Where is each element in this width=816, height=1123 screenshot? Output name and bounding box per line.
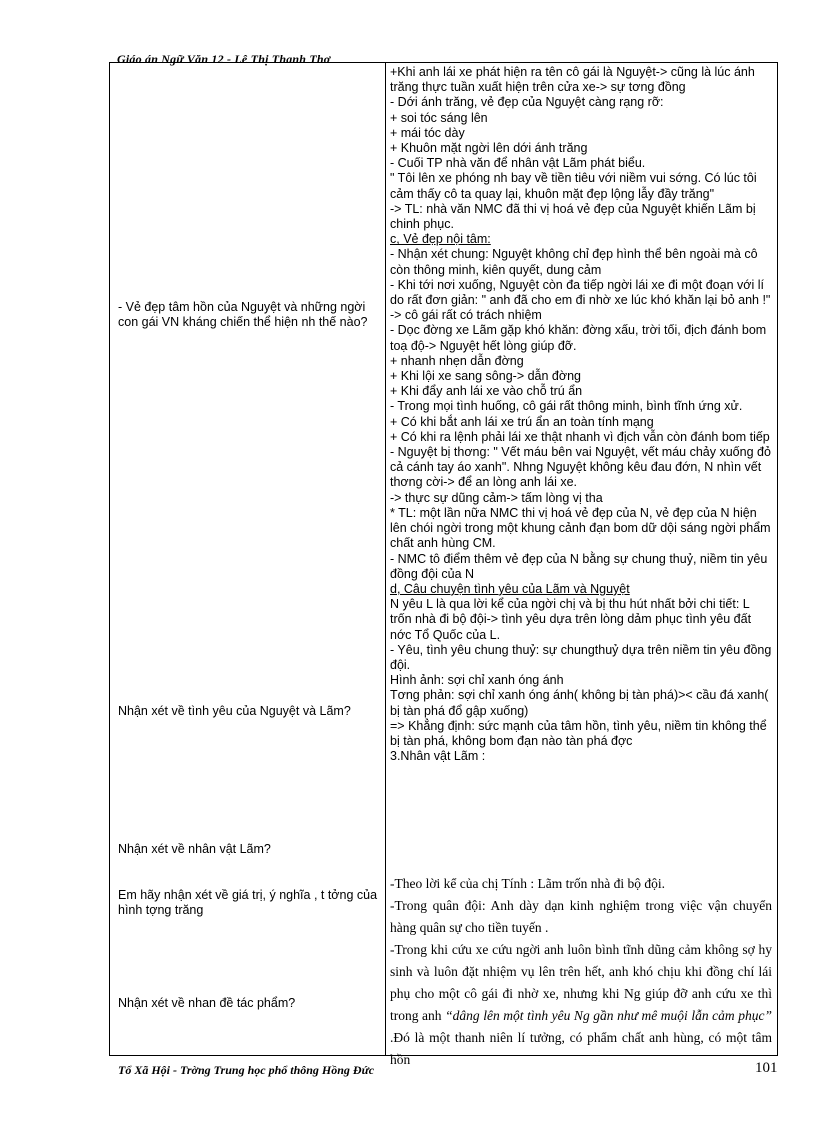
lesson-table [109, 62, 778, 1067]
analysis-text: -Trong khi cứu xe cứu ngời anh luôn bình tĩnh dũng cảm không sợ hy sinh và luôn đặt nhiệm vụ lên trên hết, anh khó chịu khi đồng chí lái phụ cho một cô gái đi nhờ xe, nhưng khi Ng giúp đỡ anh cứu xe thì trong anh [390, 942, 772, 1023]
answer-line: => Khẳng định: sức mạnh của tâm hồn, tình yêu, niềm tin không thể bị tàn phá, không bom đạn nào tàn phá đợc [390, 718, 767, 748]
question-3: Nhận xét về nhân vật Lãm? [118, 842, 271, 856]
answer-line: + Có khi bắt anh lái xe trú ẩn an toàn tính mạng [390, 414, 654, 429]
answer-line: - Dọc đờng xe Lãm gặp khó khăn: đờng xấu, trời tối, địch đánh bom toạ độ-> Nguyệt hết lòng giúp đỡ. [390, 323, 767, 353]
answer-line: +Khi anh lái xe phát hiện ra tên cô gái là Nguyệt-> cũng là lúc ánh trăng thực tuần xuất hiện trên cửa xe-> sự tơng đồng [390, 65, 755, 95]
question-2: Nhận xét về tình yêu của Nguyệt và Lãm? [118, 704, 351, 718]
analysis-text: .Đó là một thanh niên lí tưởng, có phẩm chất anh hùng, có một tâm hồn [390, 1030, 772, 1067]
answer-line: " Tôi lên xe phóng nh bay về tiền tiêu với niềm vui sớng. Có lúc tôi cảm thấy cô ta quay lại, khuôn mặt đẹp lộng lẫy đầy trăng" [390, 171, 757, 201]
quote-text: “dâng lên một tình yêu Ng gần như mê muội lẫn cảm phục” [445, 1008, 772, 1023]
section-heading: c, Vẻ đẹp nội tâm: [390, 232, 491, 247]
answer-line: -> cô gái rất có trách nhiệm [390, 308, 542, 323]
answer-line: - NMC tô điểm thêm vẻ đẹp của N bằng sự chung thuỷ, niềm tin yêu đồng đội của N [390, 551, 768, 581]
answer-line: - Nguyệt bị thơng: " Vết máu bên vai Nguyệt, vết máu chảy xuống đỏ cả cánh tay áo xanh". Nhng Nguyệt không kêu đau đớn, N nhìn vết thơng cời-> để an lòng anh lái xe. [390, 445, 771, 490]
answer-line: * TL: một lần nữa NMC thi vị hoá vẻ đẹp của N, vẻ đẹp của N hiện lên chói ngời trong một khung cảnh đạn bom dữ dội sáng ngời phẩm chất anh hùng CM. [390, 505, 771, 551]
page-number: 101 [755, 1060, 778, 1076]
answer-line: - Dới ánh trăng, vẻ đẹp của Nguyệt càng rạng rỡ: [390, 95, 664, 110]
answer-line: + Khi đẩy anh lái xe vào chỗ trú ẩn [390, 384, 583, 399]
answer-line: - Nhận xét chung: Nguyệt không chỉ đẹp hình thể bên ngoài mà cô còn thông minh, kiên quyết, dung cảm [390, 247, 758, 277]
answer-column [390, 65, 774, 764]
section-heading: d, Câu chuyện tình yêu của Lãm và Nguyệt [390, 581, 630, 596]
answer-line: -> TL: nhà văn NMC đã thi vị hoá vẻ đẹp của Nguyệt khiến Lãm bị chinh phục. [390, 201, 756, 232]
answer-line: - Khi tới nơi xuống, Nguyệt còn đa tiếp ngời lái xe đi một đoạn với lí do rất đơn giản: " anh đã cho em đi nhờ xe lúc khó khăn lại bỏ anh !" [390, 277, 771, 308]
analysis-paragraph: -Trong quân đội: Anh dày dạn kinh nghiệm trong việc vận chuyển hàng quân sự cho tiền tuyến . [390, 898, 772, 935]
answer-line: - Trong mọi tình huống, cô gái rất thông minh, bình tĩnh ứng xử. [390, 399, 743, 414]
answer-line: Hình ảnh: sợi chỉ xanh óng ánh [390, 673, 564, 688]
answer-line: Tơng phản: sợi chỉ xanh óng ánh( không bị tàn phá)>< cầu đá xanh( bị tàn phá đổ gập xuống) [390, 688, 769, 718]
answer-line: + Có khi ra lệnh phải lái xe thật nhanh vì địch vẫn còn đánh bom tiếp [390, 429, 770, 444]
page-header: Giáo án Ngữ Văn 12 - Lê Thị Thanh Thơ [117, 52, 331, 66]
analysis-paragraph [390, 939, 772, 1071]
answer-line: + mái tóc dày [390, 125, 465, 140]
answer-line: + Khi lội xe sang sông-> dẫn đờng [390, 369, 581, 384]
answer-line: - Yêu, tình yêu chung thuỷ: sự chungthuỷ dựa trên niềm tin yêu đồng đội. [390, 642, 772, 672]
page-footer: Tổ Xã Hội - Trờng Trung học phổ thông Hồng Đức [118, 1063, 375, 1077]
answer-line: - Cuối TP nhà văn để nhân vật Lãm phát biểu. [390, 156, 646, 171]
answer-line: -> thực sự dũng cảm-> tấm lòng vị tha [390, 490, 603, 505]
question-5: Nhận xét về nhan đề tác phẩm? [118, 996, 296, 1010]
question-1: - Vẻ đẹp tâm hồn của Nguyệt và những ngời con gái VN kháng chiến thể hiện nh thế nào? [118, 300, 368, 329]
answer-line: + Khuôn mặt ngời lên dới ánh trăng [390, 141, 588, 156]
column-divider [385, 63, 386, 1055]
analysis-paragraph: -Theo lời kể của chị Tính : Lãm trốn nhà đi bộ đội. [390, 876, 665, 891]
lam-analysis [390, 873, 772, 1071]
answer-line: + nhanh nhẹn dẫn đờng [390, 353, 524, 368]
question-4: Em hãy nhận xét về giá trị, ý nghĩa , t tởng của hình tợng trăng [118, 888, 378, 917]
answer-line: + soi tóc sáng lên [390, 110, 488, 125]
section-heading: 3.Nhân vật Lãm : [390, 749, 486, 764]
answer-line: N yêu L là qua lời kể của ngời chị và bị thu hút nhất bởi chi tiết: L trốn nhà đi bộ đội-> tình yêu dựa trên lòng dảm phục tình yêu đất nớc Tổ Quốc của L. [390, 597, 752, 642]
